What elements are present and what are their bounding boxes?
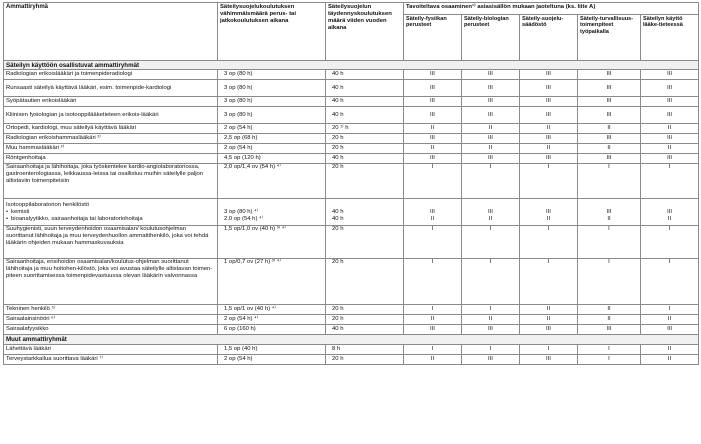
sup-cell: 20 ¹⁾ h [326,124,404,134]
min-cell: 1,5 op/1,0 ov (40 h) ³⁾ ⁴⁾ [218,226,326,259]
level-value: III [488,208,493,215]
group-cell: Ortopedi, kardiologi, muu säteilyä käyttävä lääkäri [4,124,218,134]
level-cell: I [462,305,520,315]
sup-value: 40 h [332,208,344,215]
min-cell: 3 op (80 h) [218,107,326,124]
group-cell: Sairaanhoitaja, ensihoidon osaamisalan/koulutus-ohjelman suorittanut lähihoitaja ja muu hoitohen-kilöstö, joka voi avustaa säteilylle altistavan toimen-piteen suorittamisessa toimenpidevastuussa olevan lääkärin valvonnassa [4,259,218,305]
level-cell: I [462,259,520,305]
level-cell: III [641,107,699,124]
level-cell: I [520,226,578,259]
level-cell: I [404,345,462,355]
level-cell: I [404,164,462,199]
level-cell: II [578,305,641,315]
min-cell: 6 op (160 h) [218,325,326,335]
min-cell: 4,5 op (120 h) [218,154,326,164]
level-cell: I [641,259,699,305]
level-cell: I [462,164,520,199]
sup-cell: 40 h [326,80,404,97]
level-value: II [667,215,672,222]
sup-cell [326,199,404,226]
bullet-label: kemisti [11,208,30,215]
level-cell: II [578,124,641,134]
header-sub-medical-use: Säteilyn käyttö lääke-tieteessä [641,15,699,61]
table-row [4,80,699,97]
min-cell: 2 op (54 h) ⁴⁾ [218,315,326,325]
level-cell: III [520,70,578,80]
group-cell: Radiologian erikoislääkäri ja toimenpideradiologi [4,70,218,80]
group-cell: Sairaanhoitaja ja lähihoitaja, joka työskentelee kardio-angiolaboratoriossa, gastroenterologiassa, leikkaussa-leissa tai osallistuu muihin säteilylle paljon altistaviin toimenpiteisiin [4,164,218,199]
table-row [4,315,699,325]
level-cell: III [641,325,699,335]
level-cell: III [520,97,578,107]
table-row [4,164,699,199]
min-cell: 3 op (80 h) [218,80,326,97]
level-cell: I [462,226,520,259]
group-cell: Runsaasti säteilyä käyttävä lääkäri, esim. toimenpide-kardiologi [4,80,218,97]
level-cell: III [578,97,641,107]
header-targets: Tavoiteltava osaaminen¹⁾ asiasisällön mukaan jaoteltuna (ks. liite A) [404,3,699,15]
level-value: II [488,215,493,222]
level-cell: III [462,80,520,97]
radiation-training-table [3,2,699,365]
min-cell [218,199,326,226]
level-value: III [430,208,435,215]
level-cell: III [404,154,462,164]
level-cell: II [578,144,641,154]
level-cell: III [462,355,520,365]
level-cell: III [462,154,520,164]
sup-cell: 40 h [326,325,404,335]
group-cell: Kliinisen fysiologian ja isotooppilääketieteen erikois-lääkäri [4,107,218,124]
level-cell: I [404,259,462,305]
sup-cell: 20 h [326,305,404,315]
min-cell: 3 op (80 h) [218,97,326,107]
level-cell: III [578,80,641,97]
level-cell: II [404,355,462,365]
sup-cell: 20 h [326,226,404,259]
level-cell: II [641,315,699,325]
header-group: Ammattiryhmä [4,3,218,61]
level-cell [578,199,641,226]
level-cell: III [520,325,578,335]
level-cell: I [641,305,699,315]
level-cell: III [462,70,520,80]
level-cell: III [520,154,578,164]
header-min-training: Säteilysuojelukoulutuksen vähimmäismäärä perus- tai jatkokoulutuksen aikana [218,3,326,61]
group-cell: Tekninen henkilö ⁵⁾ [4,305,218,315]
level-cell: III [641,134,699,144]
min-value: 2,0 op (54 h) ⁴⁾ [224,215,264,222]
table-row [4,124,699,134]
header-sub-biology: Säteily-biologian perusteet [462,15,520,61]
sup-cell: 40 h [326,154,404,164]
level-value: III [606,208,612,215]
level-cell: II [520,124,578,134]
table-row [4,70,699,80]
level-cell: III [520,80,578,97]
level-cell: I [578,345,641,355]
table-row [4,325,699,335]
min-cell: 2,5 op (68 h) [218,134,326,144]
level-cell [404,199,462,226]
level-cell: III [578,134,641,144]
min-cell: 2,0 op/1,4 ov (54 h) ⁴⁾ [218,164,326,199]
level-cell: I [578,226,641,259]
table-row-isotope [4,199,699,226]
level-cell: III [462,325,520,335]
level-value: II [607,215,611,222]
level-cell: II [404,124,462,134]
table-row [4,259,699,305]
bullet-icon: • [6,208,9,215]
level-cell: III [520,134,578,144]
level-cell: II [462,144,520,154]
level-value: III [667,208,672,215]
min-cell: 2 op (54 h) [218,144,326,154]
level-value: III [546,208,551,215]
level-cell: I [520,164,578,199]
sup-cell: 40 h [326,70,404,80]
level-cell: I [520,259,578,305]
level-cell: II [641,124,699,134]
level-cell: III [641,154,699,164]
level-cell: III [641,80,699,97]
level-cell: III [404,70,462,80]
sup-cell: 20 h [326,259,404,305]
table-row [4,345,699,355]
bullet-label: bioanalyytikko, sairaanhoitaja tai laboratoriohoitaja [11,215,143,222]
section-title: Säteilyn käyttöön osallistuvat ammattiryhmät [4,61,699,70]
sup-cell: 20 h [326,315,404,325]
sup-cell: 40 h [326,97,404,107]
group-cell: Röntgenhoitaja [4,154,218,164]
training-table-container [3,2,698,365]
level-cell: I [404,226,462,259]
header-sub-legislation: Säteily-suojelu-säädöstö [520,15,578,61]
level-cell: III [462,134,520,144]
min-cell: 2 op (54 h) [218,355,326,365]
group-cell: Syöpätautien erikoislääkäri [4,97,218,107]
sup-value: 40 h [332,215,344,222]
group-cell: Terveystarkkailua suorittava lääkäri ⁷⁾ [4,355,218,365]
level-cell: I [578,355,641,365]
level-cell: II [462,124,520,134]
level-cell: II [520,305,578,315]
level-cell: II [578,315,641,325]
level-cell: III [578,107,641,124]
level-cell: II [641,355,699,365]
level-cell: III [404,325,462,335]
table-row [4,134,699,144]
table-row [4,305,699,315]
level-cell: II [462,315,520,325]
table-row [4,355,699,365]
level-cell: III [404,134,462,144]
header-sub-physics: Säteily-fysiikan perusteet [404,15,462,61]
level-cell: I [578,164,641,199]
table-row [4,144,699,154]
group-cell: Muu hammaslääkäri ²⁾ [4,144,218,154]
isotope-group-label: Isotooppilaboratorion henkilöstö [6,201,90,208]
level-cell: I [641,164,699,199]
sup-cell: 20 h [326,355,404,365]
level-cell: I [641,226,699,259]
table-row [4,154,699,164]
level-cell: II [641,144,699,154]
group-cell: Sairaalafyysikko [4,325,218,335]
level-cell: II [404,144,462,154]
table-row [4,226,699,259]
level-cell: II [520,315,578,325]
table-row [4,97,699,107]
level-cell: I [578,259,641,305]
sup-cell: 20 h [326,144,404,154]
header-supplementary: Säteilysuojelun täydennyskoulutuksen määrä viiden vuoden aikana [326,3,404,61]
level-cell: III [404,97,462,107]
level-cell: I [404,305,462,315]
table-row [4,107,699,124]
level-cell: III [404,107,462,124]
level-cell: III [520,107,578,124]
level-cell: III [578,154,641,164]
level-cell: III [462,97,520,107]
sup-cell: 20 h [326,164,404,199]
level-cell [520,199,578,226]
min-value: 3 op (80 h) ⁴⁾ [224,208,259,215]
level-value: II [546,215,551,222]
bullet-icon: • [6,215,9,222]
level-cell: I [520,345,578,355]
sup-cell: 40 h [326,107,404,124]
level-cell: I [462,345,520,355]
min-cell: 3 op (80 h) [218,70,326,80]
group-cell [4,199,218,226]
header-sub-safety: Säteily-turvallisuus-toimenpiteet työpaikalla [578,15,641,61]
min-cell: 1,5 op/1 ov (40 h) ⁴⁾ [218,305,326,315]
level-cell: III [404,80,462,97]
level-cell: III [578,70,641,80]
min-cell: 2 op (54 h) [218,124,326,134]
group-cell: Suuhygienisti, suun terveydenhoidon osaamisalan/ koulutusohjelman suorittanut lähihoitaja ja muu terveydenhuollon ammattihenkilö, joka voi tehdä lääkärin ohjeiden mukaan hammaskuvauksia [4,226,218,259]
sup-cell: 20 h [326,134,404,144]
level-cell: III [641,70,699,80]
level-cell: II [641,345,699,355]
level-cell: III [462,107,520,124]
group-cell: Sairaalainsinööri ⁶⁾ [4,315,218,325]
group-cell: Lähettävä lääkäri [4,345,218,355]
section-title: Muut ammattiryhmät [4,335,699,345]
level-cell: III [520,355,578,365]
level-cell: III [578,325,641,335]
sup-cell: 8 h [326,345,404,355]
level-cell: II [520,144,578,154]
level-cell: II [404,315,462,325]
level-cell: III [641,97,699,107]
group-cell: Radiologian erikoishammaslääkäri ²⁾ [4,134,218,144]
min-cell: 1,5 op (40 h) [218,345,326,355]
level-value: II [430,215,435,222]
level-cell [641,199,699,226]
min-cell: 1 op/0,7 ov (27 h) ³⁾ ⁴⁾ [218,259,326,305]
level-cell [462,199,520,226]
